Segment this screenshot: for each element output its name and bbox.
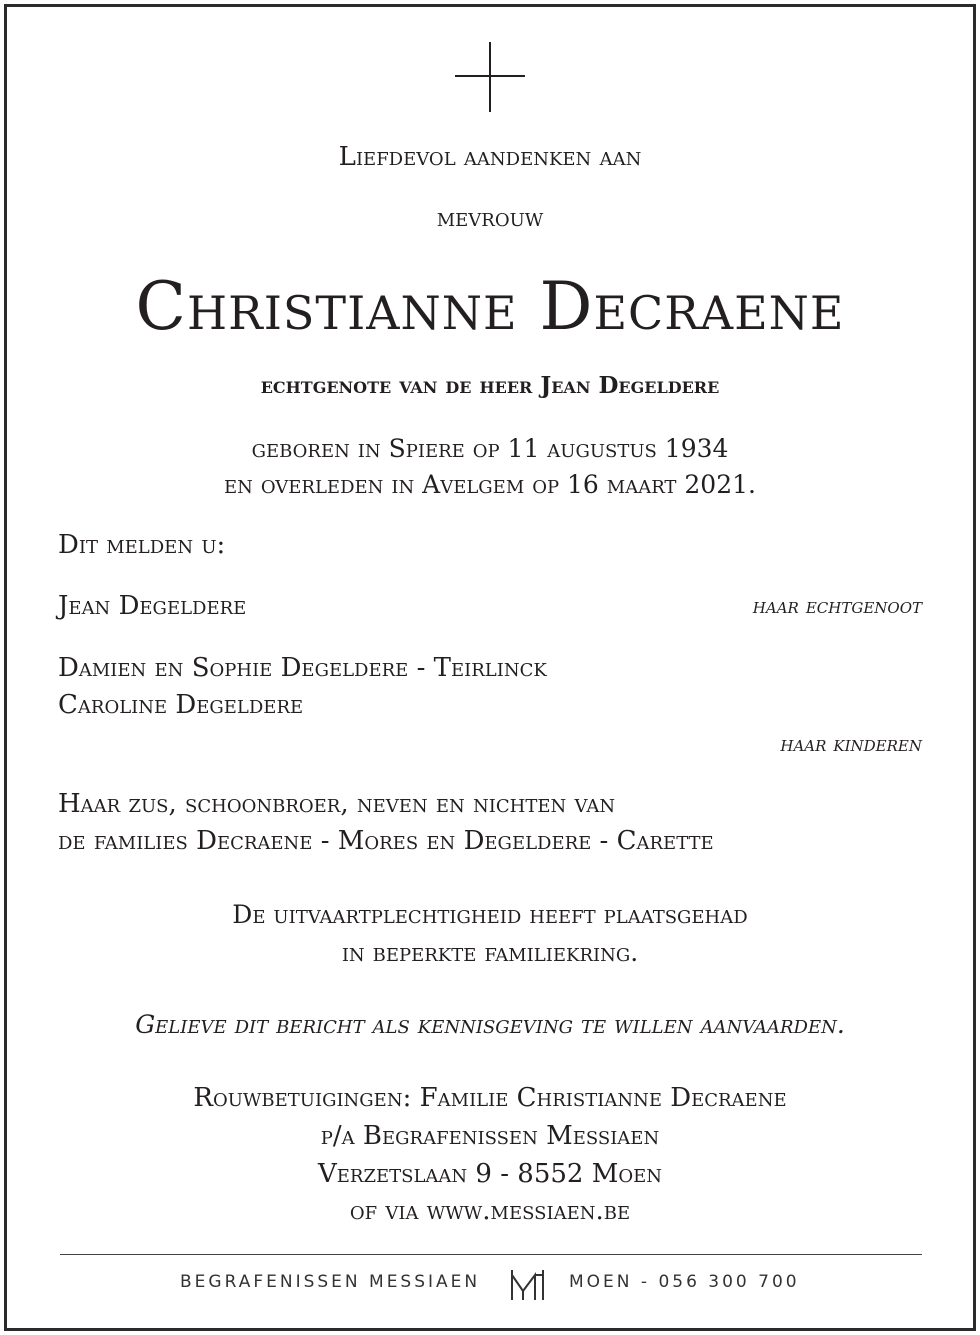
footer-divider — [60, 1254, 922, 1255]
title-text: mevrouw — [436, 203, 544, 233]
intro-text: Liefdevol aandenken aan — [338, 142, 642, 172]
deceased-name: Christianne Decraene — [135, 268, 845, 345]
child-1: Damien en Sophie Degeldere - Teirlinck — [58, 653, 547, 683]
condolences-line-1: Rouwbetuigingen: Familie Christianne Decraene — [193, 1083, 787, 1113]
funeral-line-1: De uitvaartplechtigheid heeft plaatsgehad — [232, 900, 748, 929]
notice-text: Gelieve dit bericht als kennisgeving te willen aanvaarden. — [135, 1010, 845, 1039]
birth-text: geboren in Spiere op 11 augustus 1934 — [251, 434, 729, 463]
family-line-2: de families Decraene - Mores en Degeldere - Carette — [58, 826, 714, 856]
condolences-line-2: p/a Begrafenissen Messiaen — [320, 1121, 660, 1151]
footer-contact: MOEN - 056 300 700 — [569, 1272, 800, 1292]
death-text: en overleden in Avelgem op 16 maart 2021. — [224, 470, 756, 499]
funeral-line-2: in beperkte familiekring. — [341, 938, 639, 967]
messiaen-logo-icon — [509, 1269, 545, 1301]
husband-name: Jean Degeldere — [58, 591, 247, 621]
condolences-line-4: of via www.messiaen.be — [349, 1196, 631, 1226]
announcers-intro: Dit melden u: — [58, 530, 226, 560]
family-line-1: Haar zus, schoonbroer, neven en nichten van — [58, 789, 616, 819]
spouse-text: echtgenote van de heer Jean Degeldere — [260, 372, 720, 399]
child-2: Caroline Degeldere — [58, 690, 304, 720]
condolences-line-3: Verzetslaan 9 - 8552 Moen — [318, 1159, 662, 1189]
latin-cross-icon — [455, 42, 525, 112]
children-role: haar kinderen — [780, 732, 922, 757]
footer-company: BEGRAFENISSEN MESSIAEN — [180, 1272, 481, 1292]
husband-role: haar echtgenoot — [752, 594, 922, 619]
